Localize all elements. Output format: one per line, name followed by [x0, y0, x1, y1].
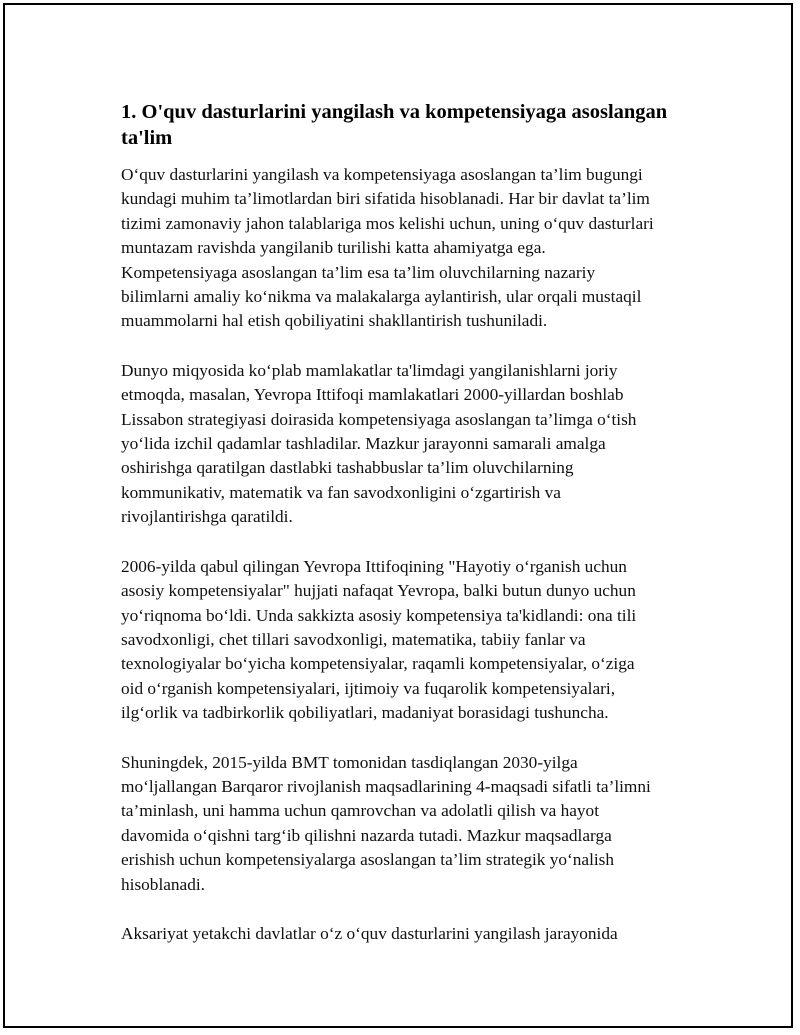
page-frame	[3, 3, 793, 1028]
document-body	[121, 99, 705, 971]
paragraph-2: Dunyo miqyosida ko‘plab mamlakatlar ta'limdagi yangilanishlarni joriy etmoqda, masalan, Yevropa Ittifoqi mamlakatlari 2000-yillardan boshlab Lissabon strategiyasi doirasida kompetensiyaga asoslangan ta’limga o‘tish yo‘lida izchil qadamlar tashladilar. Mazkur jarayonni samarali amalga oshirishga qaratilgan dastlabki tashabbuslar ta’lim oluvchilarning kommunikativ, matematik va fan savodxonligini o‘zgartirish va rivojlantirishga qaratildi.	[121, 360, 637, 527]
paragraph-3: 2006-yilda qabul qilingan Yevropa Ittifoqining "Hayotiy o‘rganish uchun asosiy kompetensiyalar" hujjati nafaqat Yevropa, balki butun dunyo uchun yo‘riqnoma bo‘ldi. Unda sakkizta asosiy kompetensiya ta'kidlandi: ona tili savodxonligi, chet tillari savodxonligi, matematika, tabiiy fanlar va texnologiyalar bo‘yicha kompetensiyalar, raqamli kompetensiyalar, o‘ziga oid o‘rganish kompetensiyalari, ijtimoiy va fuqarolik kompetensiyalari, ilg‘orlik va tadbirkorlik qobiliyatlari, madaniyat borasidagi tushuncha.	[121, 556, 637, 723]
section-heading: 1. O'quv dasturlarini yangilash va kompetensiyaga asoslangan ta'lim	[121, 101, 668, 149]
paragraph-4: Shuningdek, 2015-yilda BMT tomonidan tasdiqlangan 2030-yilga mo‘ljallangan Barqaror rivojlanish maqsadlarining 4-maqsadi sifatli ta’limni ta’minlash, uni hamma uchun qamrovchan va adolatli qilish va hayot davomida o‘qishni targ‘ib qilishni nazarda tutadi. Mazkur maqsadlarga erishish uchun kompetensiyalarga asoslangan ta’lim strategik yo‘nalish hisoblanadi.	[121, 752, 651, 894]
paragraph-1: O‘quv dasturlarini yangilash va kompetensiyaga asoslangan ta’lim bugungi kundagi muhim ta’limotlardan biri sifatida hisoblanadi. Har bir davlat ta’lim tizimi zamonaviy jahon talablariga mos kelishi uchun, uning o‘quv dasturlari muntazam ravishda yangilanib turilishi katta ahamiyatga ega. Kompetensiyaga asoslangan ta’lim esa ta’lim oluvchilarning nazariy bilimlarni amaliy ko‘nikma va malakalarga aylantirish, ular orqali mustaqil muammolarni hal etish qobiliyatini shakllantirish tushuniladi.	[121, 165, 654, 331]
paragraph-5: Aksariyat yetakchi davlatlar o‘z o‘quv dasturlarini yangilash jarayonida	[121, 923, 618, 943]
